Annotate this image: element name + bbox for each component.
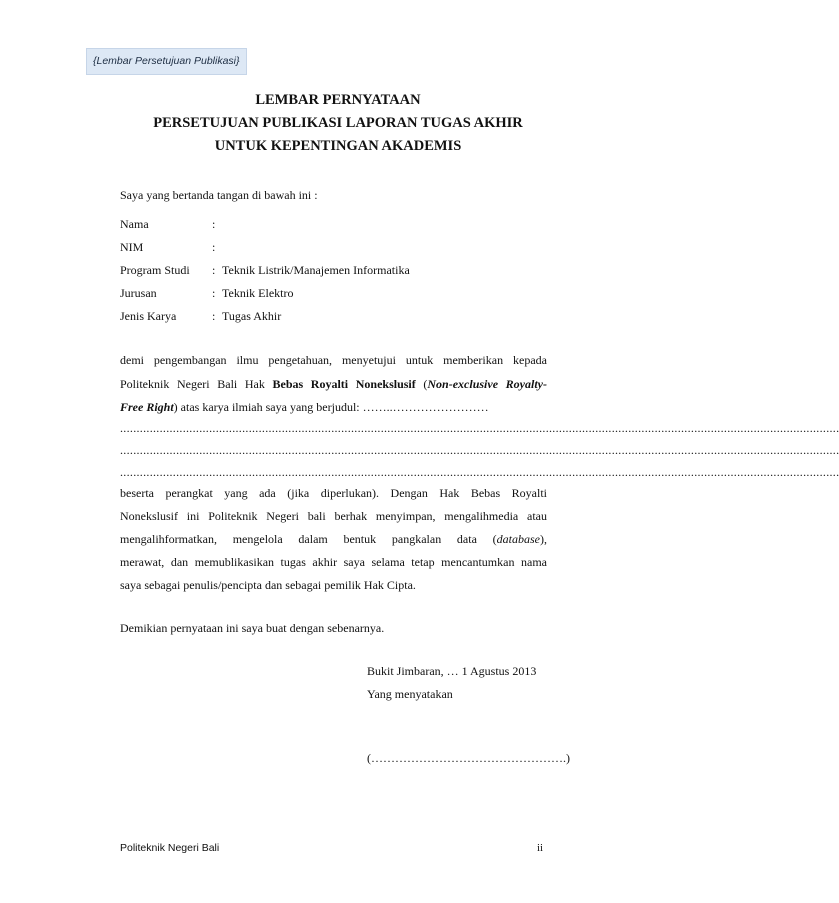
field-sep-nama: : [212, 217, 216, 231]
field-sep-nim: : [212, 240, 216, 254]
paragraph-1-text: Politeknik Negeri Bali Hak [120, 377, 273, 391]
field-label-nim: NIM [120, 240, 144, 254]
paragraph-2-line-5: saya sebagai penulis/pencipta dan sebagai pemilik Hak Cipta. [120, 578, 416, 592]
field-sep-program-studi: : [212, 263, 216, 277]
field-label-nama: Nama [120, 217, 149, 231]
field-value-jenis-karya: Tugas Akhir [222, 309, 282, 323]
title-line-1: LEMBAR PERNYATAAN [255, 92, 421, 108]
title-dotted-line-2: .......................................................................................................................................................................................................................... [120, 443, 839, 457]
license-term-english: Non-exclusive Royalty- [427, 377, 547, 391]
field-sep-jurusan: : [212, 286, 216, 300]
license-term-bold: Bebas Royalti Nonekslusif [272, 377, 416, 391]
paragraph-1-title-prompt: ) atas karya ilmiah saya yang berjudul: ……..…………………… [173, 400, 489, 414]
signature-place-date: Bukit Jimbaran, … 1 Agustus 2013 [367, 664, 537, 678]
intro-text: Saya yang bertanda tangan di bawah ini : [120, 188, 318, 202]
section-header-tag: {Lembar Persetujuan Publikasi} [86, 48, 247, 75]
signature-name-line: (………………………………………….) [367, 751, 570, 765]
field-label-program-studi: Program Studi [120, 263, 190, 277]
paragraph-2-text: mengalihformatkan, mengelola dalam bentuk pangkalan data ( [120, 532, 497, 546]
paragraph-1-line-2 [120, 376, 547, 392]
footer-page-number: ii [537, 842, 544, 854]
paragraph-2-line-3 [120, 531, 547, 547]
paragraph-2-paren: ), [540, 532, 547, 546]
footer-institution: Politeknik Negeri Bali [120, 842, 220, 854]
field-label-jenis-karya: Jenis Karya [120, 309, 177, 323]
field-value-jurusan: Teknik Elektro [222, 286, 294, 300]
paragraph-1-line-3 [120, 399, 547, 415]
closing-statement: Demikian pernyataan ini saya buat dengan sebenarnya. [120, 621, 385, 635]
field-value-program-studi: Teknik Listrik/Manajemen Informatika [222, 263, 410, 277]
paragraph-2-line-1: beserta perangkat yang ada (jika diperlukan). Dengan Hak Bebas Royalti [120, 486, 547, 500]
signature-role: Yang menyatakan [367, 687, 453, 701]
field-sep-jenis-karya: : [212, 309, 216, 323]
title-line-3: UNTUK KEPENTINGAN AKADEMIS [214, 138, 462, 154]
license-term-english-cont: Free Right [120, 400, 174, 414]
title-line-2: PERSETUJUAN PUBLIKASI LAPORAN TUGAS AKHIR [153, 115, 523, 131]
paragraph-1-line-1: demi pengembangan ilmu pengetahuan, menyetujui untuk memberikan kepada [120, 353, 547, 367]
paragraph-2-line-2: Nonekslusif ini Politeknik Negeri bali berhak menyimpan, mengalihmedia atau [120, 509, 547, 523]
title-dotted-line-3: .......................................................................................................................................................................................................................... [120, 465, 839, 479]
paragraph-2-line-4: merawat, dan memublikasikan tugas akhir saya selama tetap mencantumkan nama [120, 555, 547, 569]
title-dotted-line-1: .......................................................................................................................................................................................................................... [120, 421, 839, 435]
database-term: database [496, 532, 540, 546]
field-label-jurusan: Jurusan [120, 286, 157, 300]
paragraph-1-paren: ( [415, 377, 428, 391]
